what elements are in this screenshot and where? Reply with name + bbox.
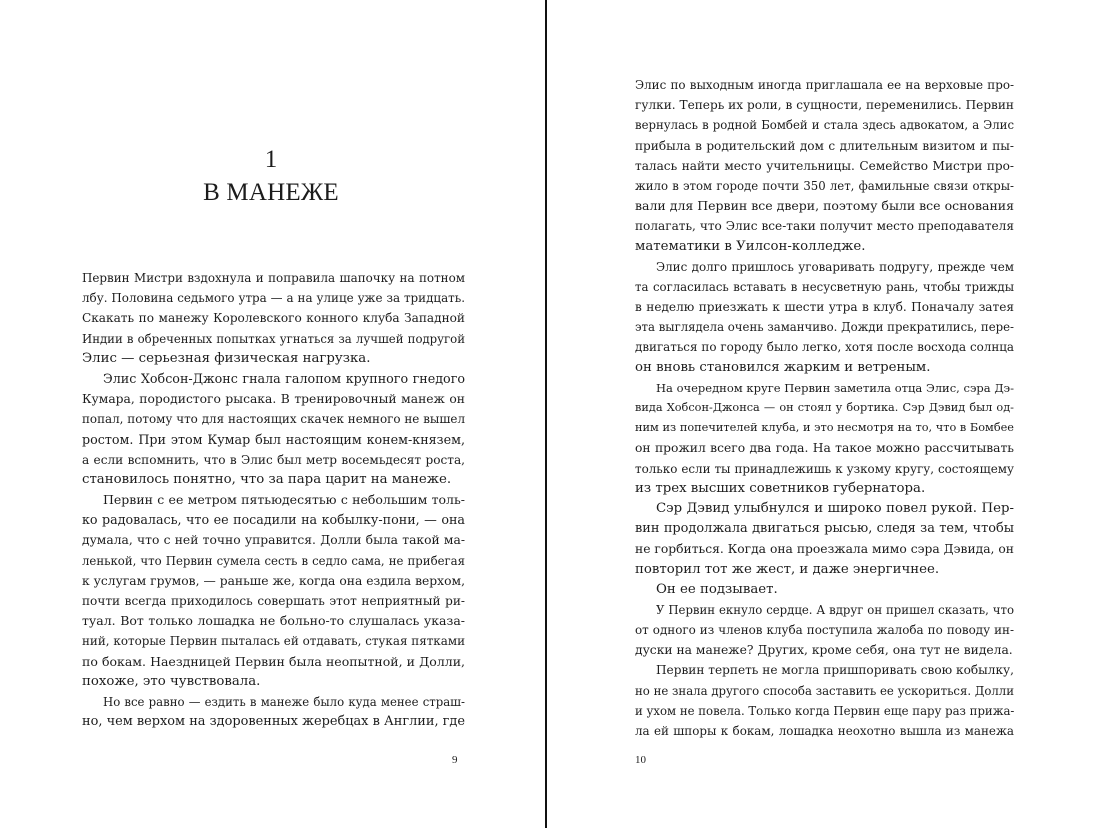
text-line: вернулась в родной Бомбей и стала здесь адвокатом, а Элис bbox=[635, 118, 1014, 133]
text-line: но не знала другого способа заставить ее ускориться. Долли bbox=[635, 683, 1014, 698]
text-line: ростом. При этом Кумар был настоящим конем-князем, bbox=[82, 431, 465, 447]
text-line: вин продолжала двигаться рысью, следя за тем, чтобы bbox=[635, 521, 1014, 537]
text-line: дуски на манеже? Других, кроме себя, она тут не видела. bbox=[635, 643, 1013, 658]
text-line: но, чем верхом на здоровенных жеребцах в Англии, где bbox=[82, 714, 465, 730]
page-number-right: 10 bbox=[635, 754, 646, 766]
text-line: Первин Мистри вздохнула и поправила шапочку на потном bbox=[82, 271, 465, 285]
text-line: лбу. Половина седьмого утра — а на улице уже за тридцать. bbox=[82, 291, 465, 306]
text-line: эта выглядела очень заманчиво. Дожди прекратились, пере- bbox=[635, 320, 1014, 335]
text-line: ний, которые Первин пыталась ей отдавать, стукая пятками bbox=[82, 634, 465, 649]
text-line: думала, что с ней точно управится. Долли была такой ма- bbox=[82, 533, 465, 548]
text-line: прибыла в родительский дом с длительным визитом и пы- bbox=[635, 138, 1014, 153]
text-line: Он ее подзывает. bbox=[656, 581, 778, 597]
text-line: попал, потому что для настоящих скачек немного не вышел bbox=[82, 412, 465, 427]
text-line: туал. Вот только лошадка не больно-то слушалась указа- bbox=[82, 613, 465, 629]
text-line: математики в Уилсон-колледже. bbox=[635, 238, 866, 254]
text-line: Скакать по манежу Королевского конного клуба Западной bbox=[82, 311, 465, 326]
page-number-left: 9 bbox=[452, 754, 458, 766]
text-line: становилось понятно, что за пара царит на манеже. bbox=[82, 471, 452, 487]
text-line: почти всегда приходилось совершать этот неприятный ри- bbox=[82, 594, 465, 608]
text-line: Сэр Дэвид улыбнулся и широко повел рукой. Пер- bbox=[656, 500, 1014, 516]
left-page bbox=[0, 0, 545, 828]
text-line: похоже, это чувствовала. bbox=[82, 673, 261, 689]
text-line: Элис по выходным иногда приглашала ее на верховые про- bbox=[635, 78, 1014, 92]
text-line: Но все равно — ездить в манеже было куда менее страш- bbox=[103, 694, 465, 709]
text-line: Индии в обреченных попытках угнаться за лучшей подругой bbox=[82, 331, 465, 346]
chapter-title: В МАНЕЖЕ bbox=[203, 179, 339, 206]
text-line: ко радовалась, что ее посадили на кобылку-пони, — она bbox=[82, 512, 465, 528]
text-line: На очередном круге Первин заметила отца Элис, сэра Дэ- bbox=[656, 380, 1014, 395]
text-line: вали для Первин все двери, поэтому были все основания bbox=[635, 198, 1014, 214]
text-line: только если ты принадлежишь к узкому кругу, состоящему bbox=[635, 461, 1014, 476]
text-line: из трех высших советников губернатора. bbox=[635, 480, 926, 496]
text-line: в неделю приезжать к шести утра в клуб. Поначалу затея bbox=[635, 300, 1014, 315]
text-line: ним из попечителей клуба, и это несмотря на то, что в Бомбее bbox=[635, 421, 1014, 435]
text-line: и ухом не повела. Только когда Первин еще пару раз прижа- bbox=[635, 703, 1014, 718]
text-line: а если вспомнить, что в Элис был метр восемьдесят роста, bbox=[82, 452, 465, 467]
text-line: Первин терпеть не могла пришпоривать свою кобылку, bbox=[656, 663, 1014, 678]
text-line: гулки. Теперь их роли, в сущности, переменились. Первин bbox=[635, 98, 1014, 113]
text-line: Элис долго пришлось уговаривать подругу, прежде чем bbox=[656, 259, 1014, 274]
text-line: повторил тот же жест, и даже энергичнее. bbox=[635, 561, 940, 577]
text-line: к услугам грумов, — раньше же, когда она ездила верхом, bbox=[82, 573, 465, 588]
text-line: вида Хобсон-Джонса — он стоял у бортика. Сэр Дэвид был од- bbox=[635, 401, 1014, 414]
text-line: он вновь становился жарким и ветреным. bbox=[635, 359, 931, 375]
right-page-text bbox=[635, 75, 1014, 741]
text-line: от одного из членов клуба поступила жалоба по поводу ин- bbox=[635, 623, 1014, 638]
text-line: Элис — серьезная физическая нагрузка. bbox=[82, 350, 371, 366]
text-line: жило в этом городе почти 350 лет, фамильные связи откры- bbox=[635, 178, 1014, 193]
text-line: по бокам. Наездницей Первин была неопытной, и Долли, bbox=[82, 653, 465, 669]
text-line: талась найти место учительницы. Семейство Мистри про- bbox=[635, 158, 1014, 173]
text-line: У Первин екнуло сердце. А вдруг он пришел сказать, что bbox=[656, 602, 1014, 617]
text-line: Первин с ее метром пятьюдесятью с небольшим толь- bbox=[103, 492, 465, 508]
right-page bbox=[547, 0, 1093, 828]
text-line: Элис Хобсон-Джонс гнала галопом крупного гнедого bbox=[103, 370, 465, 386]
chapter-number: 1 bbox=[264, 146, 278, 173]
left-page-text bbox=[82, 268, 465, 732]
text-line: полагать, что Элис все-таки получит место преподавателя bbox=[635, 219, 1014, 234]
text-line: та согласилась вставать в несусветную рань, чтобы трижды bbox=[635, 279, 1014, 294]
text-line: он прожил всего два года. На такое можно рассчитывать bbox=[635, 441, 1014, 456]
text-line: не горбиться. Когда она проезжала мимо сэра Дэвида, он bbox=[635, 542, 1014, 557]
text-line: Кумара, породистого рысака. В тренировочный манеж он bbox=[82, 392, 465, 407]
text-line: двигаться по городу было легко, хотя после восхода солнца bbox=[635, 340, 1014, 355]
text-line: ленькой, что Первин сумела сесть в седло сама, не прибегая bbox=[82, 553, 465, 568]
text-line: ла ей шпоры к бокам, лошадка неохотно вышла из манежа bbox=[635, 724, 1014, 738]
